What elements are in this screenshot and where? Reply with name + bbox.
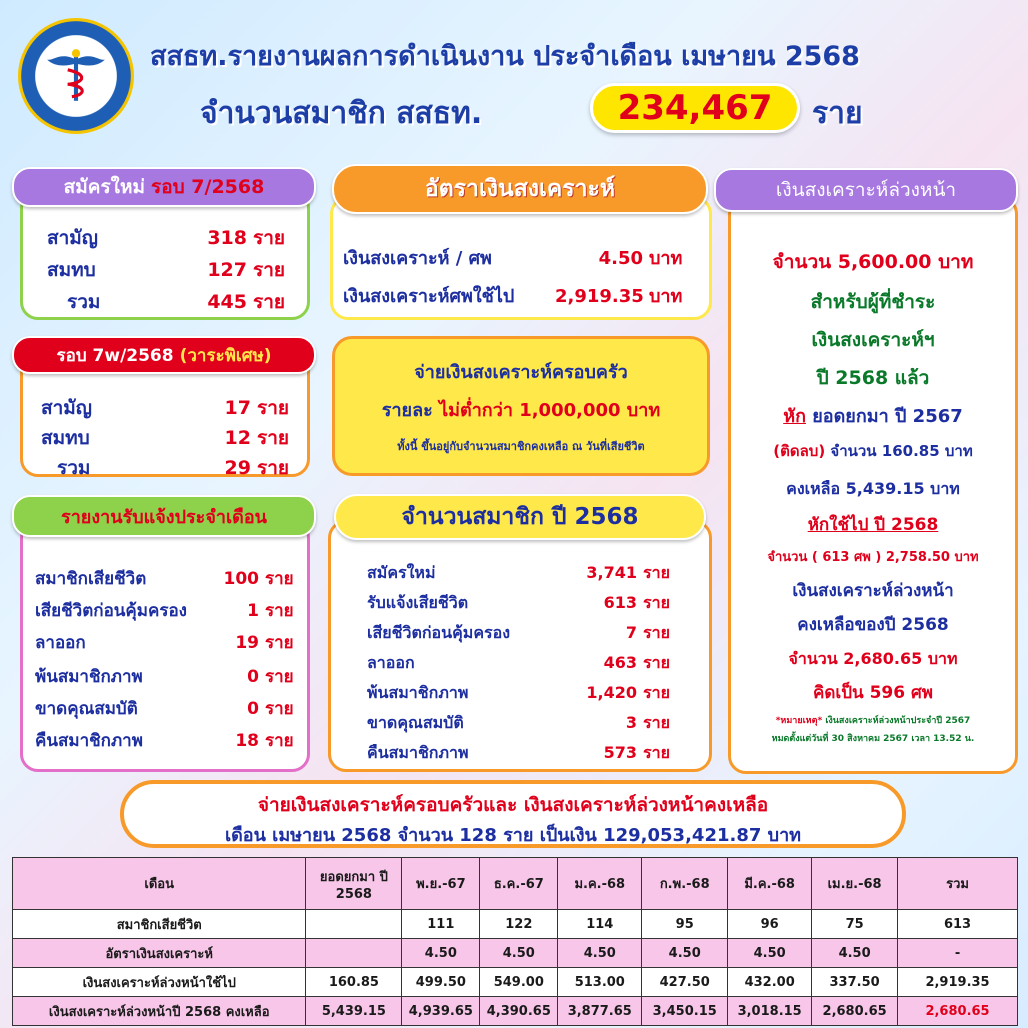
list-item: ลาออก 19 ราย <box>35 633 294 653</box>
list-item: สามัญ 318 ราย <box>47 227 286 249</box>
list-item: ลาออก 463 ราย <box>367 653 670 672</box>
member-count-label: จำนวนสมาชิก สสธท. <box>200 96 483 131</box>
list-item: เสียชีวิตก่อนคุ้มครอง 1 ราย <box>35 601 294 621</box>
member-total-badge: 234,467 <box>590 83 800 133</box>
new-members-title: สมัครใหม่ รอบ 7/2568 <box>12 167 316 207</box>
rate-per-case-row: เงินสงเคราะห์ / ศพ 4.50 บาท <box>343 248 683 269</box>
table-header: เม.ย.-68 <box>812 858 898 910</box>
rate-used-row: เงินสงเคราะห์ศพใช้ไป 2,919.35 บาท <box>343 286 683 307</box>
table-header: เดือน <box>13 858 306 910</box>
list-item: คืนสมาชิกภาพ 18 ราย <box>35 731 294 751</box>
table-header: ก.พ.-68 <box>642 858 728 910</box>
table-row: เงินสงเคราะห์ล่วงหน้าปี 2568 คงเหลือ 5,439.15 4,939.65 4,390.65 3,877.65 3,450.15 3,018.15 2,680.65 2,680.65 <box>13 997 1018 1026</box>
list-item: ขาดคุณสมบัติ 3 ราย <box>367 713 670 732</box>
list-item: สามัญ 17 ราย <box>41 397 290 419</box>
page-title: สสธท.รายงานผลการดำเนินงาน ประจำเดือน เมษายน 2568 <box>150 41 860 72</box>
table-row: อัตราเงินสงเคราะห์ 4.50 4.50 4.50 4.50 4.50 4.50 - <box>13 939 1018 968</box>
list-item: เสียชีวิตก่อนคุ้มครอง 7 ราย <box>367 623 670 642</box>
list-item: สมทบ 127 ราย <box>47 259 286 281</box>
summary-box: จ่ายเงินสงเคราะห์ครอบครัวและ เงินสงเคราะห์ล่วงหน้าคงเหลือ เดือน เมษายน 2568 จำนวน 128 ราย เป็นเงิน 129,053,421.87 บาท <box>120 780 906 848</box>
members-2568-panel <box>328 520 712 772</box>
special-round-title: รอบ 7w/2568 (วาระพิเศษ) <box>12 336 316 374</box>
association-logo <box>18 18 134 134</box>
rate-panel <box>330 196 712 320</box>
table-header: มี.ค.-68 <box>728 858 812 910</box>
list-item: ขาดคุณสมบัติ 0 ราย <box>35 699 294 719</box>
members-2568-title: จำนวนสมาชิก ปี 2568 <box>334 494 706 540</box>
monthly-report-panel <box>20 520 310 772</box>
new-members-panel <box>20 190 310 320</box>
list-item: สมัครใหม่ 3,741 ราย <box>367 563 670 582</box>
table-header: พ.ย.-67 <box>402 858 480 910</box>
table-header: ยอดยกมา ปี 2568 <box>306 858 402 910</box>
table-row: สมาชิกเสียชีวิต 111 122 114 95 96 75 613 <box>13 910 1018 939</box>
table-header: ม.ค.-68 <box>558 858 642 910</box>
table-header: รวม <box>898 858 1018 910</box>
monthly-report-title: รายงานรับแจ้งประจำเดือน <box>12 495 316 537</box>
monthly-summary-table <box>12 857 1018 1026</box>
member-total-unit: ราย <box>812 96 863 131</box>
list-item: พ้นสมาชิกภาพ 1,420 ราย <box>367 683 670 702</box>
rate-title: อัตราเงินสงเคราะห์ <box>332 164 708 214</box>
list-item: สมาชิกเสียชีวิต 100 ราย <box>35 569 294 589</box>
table-row: เงินสงเคราะห์ล่วงหน้าใช้ไป 160.85 499.50 549.00 513.00 427.50 432.00 337.50 2,919.35 <box>13 968 1018 997</box>
list-item: พ้นสมาชิกภาพ 0 ราย <box>35 667 294 687</box>
family-payment-box: จ่ายเงินสงเคราะห์ครอบครัว รายละ ไม่ต่ำกว่า 1,000,000 บาท ทั้งนี้ ขึ้นอยู่กับจำนวนสมาชิกคงเหลือ ณ วันที่เสียชีวิต <box>332 336 710 476</box>
caduceus-icon <box>45 45 107 107</box>
table-header: ธ.ค.-67 <box>480 858 558 910</box>
advance-panel: จำนวน 5,600.00 บาท สำหรับผู้ที่ชำระ เงินสงเคราะห์ฯ ปี 2568 แล้ว หัก ยอดยกมา ปี 2567 (ติดลบ) จำนวน 160.85 บาท คงเหลือ 5,439.15 บาท หักใช้ไป ปี 2568 จำนวน ( 613 ศพ ) 2,758.50 บาท เงินสงเคราะห์ล่วงหน้า คงเหลือของปี 2568 จำนวน 2,680.65 บาท คิดเป็น 596 ศพ *หมายเหตุ* เงินสงเคราะห์ล่วงหน้าประจำปี 2567 หมดตั้งแต่วันที่ 30 สิงหาคม 2567 เวลา 13.52 น. <box>728 196 1018 774</box>
list-item: รวม 445 ราย <box>67 291 286 313</box>
list-item: คืนสมาชิกภาพ 573 ราย <box>367 743 670 762</box>
list-item: รับแจ้งเสียชีวิต 613 ราย <box>367 593 670 612</box>
list-item: รวม 29 ราย <box>57 457 290 479</box>
list-item: สมทบ 12 ราย <box>41 427 290 449</box>
table-header-row <box>13 858 1018 910</box>
advance-title: เงินสงเคราะห์ล่วงหน้า <box>714 168 1018 212</box>
